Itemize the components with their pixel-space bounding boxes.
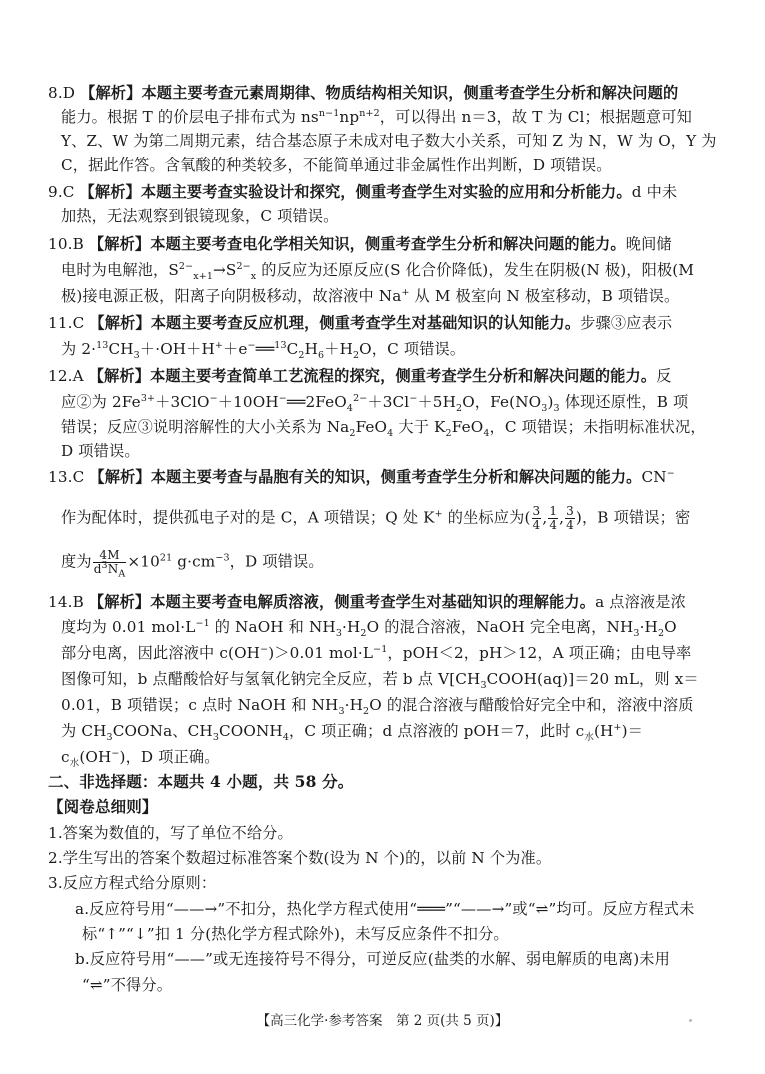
rule-3a-line-2: 标“↑”“↓”扣 1 分(热化学方程式除外)，未写反应条件不扣分。	[82, 925, 509, 943]
q14-line-2: 度均为 0.01 $mol\cdot L^{-1}$ 的 NaOH 和 $NH_3\cdot H_2O$ 的混合溶液，NaOH 完全电离，$NH_3\cdot H_2O$	[61, 617, 677, 640]
q8-line-2: 能力。根据 T 的价层电子排布式为 $ns^{n-1}np^{n+2}$，可以得出 n＝3，故 T 为 Cl；根据题意可知	[61, 107, 692, 126]
q14-line-1: 14.B 【解析】本题主要考查电解质溶液，侧重考查学生对基础知识的理解能力。a 点溶液是浓	[48, 593, 686, 611]
rule-1: 1.答案为数值的，写了单位不给分。	[48, 824, 293, 842]
q9-line-1: 9.C 【解析】本题主要考查实验设计和探究，侧重考查学生对实验的应用和分析能力。d 中未	[48, 183, 678, 201]
q12-line-3: 错误；反应③说明溶解性的大小关系为 $Na_2FeO_4$ 大于 $K_2FeO_4$，C 项错误；未指明标准状况，	[61, 418, 706, 440]
q10-line-3: 极)接电源正极，阳离子向阴极移动，故溶液中 Na+ 从 M 极室向 N 极室移动，B 项错误。	[61, 286, 680, 305]
q11-line-1: 11.C 【解析】本题主要考查反应机理，侧重考查学生对基础知识的认知能力。步骤③应表示	[48, 314, 673, 332]
q9-line-2: 加热，无法观察到银镜现象，C 项错误。	[61, 207, 339, 225]
q12-line-2: 应②为 $2Fe^{3+}+3ClO^-+10OH^-══2FeO_4^{2-}+3Cl^-+5H_2O$，$Fe(NO_3)_3$ 体现还原性，B 项	[61, 392, 689, 415]
scan-speck	[689, 1019, 692, 1022]
section-heading: 二、非选择题：本题共 4 小题，共 58 分。	[48, 772, 354, 791]
rule-3a-line-1: a.反应符号用“——→”不扣分，热化学方程式使用“═══”“——→”或“⇌”均可。反应方程式未	[75, 900, 695, 918]
q14-line-6: 为 $CH_3COONa$、$CH_3COONH_4$，C 项正确；d 点溶液的 pOH＝7，此时 $c_水(H^+)=$	[61, 721, 643, 744]
q12-line-1: 12.A 【解析】本题主要考查简单工艺流程的探究，侧重考查学生分析和解决问题的能力。反	[48, 367, 672, 385]
q10-line-2: 电时为电解池，$S^{2-}_{x+1}\to S^{2-}_x$ 的反应为还原反应(S 化合价降低)，发生在阴极(N 极)，阳极(M	[61, 260, 695, 283]
q10-line-1: 10.B 【解析】本题主要考查电化学相关知识，侧重考查学生分析和解决问题的能力。晚间储	[48, 235, 672, 253]
q8-line-1: 8.D 【解析】本题主要考查元素周期律、物质结构相关知识，侧重考查学生分析和解决问题的	[48, 84, 679, 102]
q14-line-3: 部分电离，因此溶液中 c(OH−)＞0.01 $mol\cdot L^{-1}$，pOH＜2，pH＞12，A 项正确；由电导率	[61, 643, 692, 662]
q12-line-4: D 项错误。	[61, 442, 140, 460]
rule-3b-line-1: b.反应符号用“——”或无连接符号不得分，可逆反应(盐类的水解、弱电解质的电离)未用	[75, 950, 670, 968]
q14-line-7: $c_水(OH^-)$，D 项正确。	[61, 747, 220, 770]
page-footer: 【高三化学·参考答案 第 2 页(共 5 页)】	[256, 1013, 509, 1029]
q8-line-3: Y、Z、W 为第二周期元素，结合基态原子未成对电子数大小关系，可知 Z 为 N，W 为 O，Y 为	[61, 132, 717, 150]
rule-3b-line-2: “⇌”不得分。	[82, 976, 173, 994]
q13-line-2: 作为配体时，提供孤电子对的是 C，A 项错误；Q 处 K+ 的坐标应为( $\frac{3}{4}$ , $\frac{1}{4}$ , $\frac{3}{4}$ )，B 项错误；密	[61, 504, 691, 532]
rule-2: 2.学生写出的答案个数超过标准答案个数(设为 N 个)的，以前 N 个为准。	[48, 849, 552, 867]
q11-line-2: 为 $2\cdot^{13}CH_3+\cdot OH+H^++e^-══^{13}C_2H_6+H_2O$，C 项错误。	[61, 339, 466, 362]
q13-line-3: 度为 $\frac{4M}{d^3N_A}$ $\times 10^{21}$ $g\cdot cm^{-3}$，D 项错误。	[61, 548, 324, 580]
q14-line-5: 0.01，B 项错误；c 点时 NaOH 和 $NH_3\cdot H_2O$ 的混合溶液与醋酸恰好完全中和，溶液中溶质	[61, 696, 694, 718]
rule-3: 3.反应方程式给分原则：	[48, 874, 217, 892]
q14-line-4: 图像可知，b 点醋酸恰好与氢氧化钠完全反应，若 b 点 $V[CH_3COOH(aq)]=20$ mL，则 x＝	[61, 670, 699, 692]
q8-line-4: C，据此作答。含氧酸的种类较多，不能简单通过非金属性作出判断，D 项错误。	[61, 156, 612, 174]
rules-title: 【阅卷总细则】	[48, 797, 158, 816]
q13-line-1: 13.C 【解析】本题主要考查与晶胞有关的知识，侧重考查学生分析和解决问题的能力。CN−	[48, 467, 675, 486]
